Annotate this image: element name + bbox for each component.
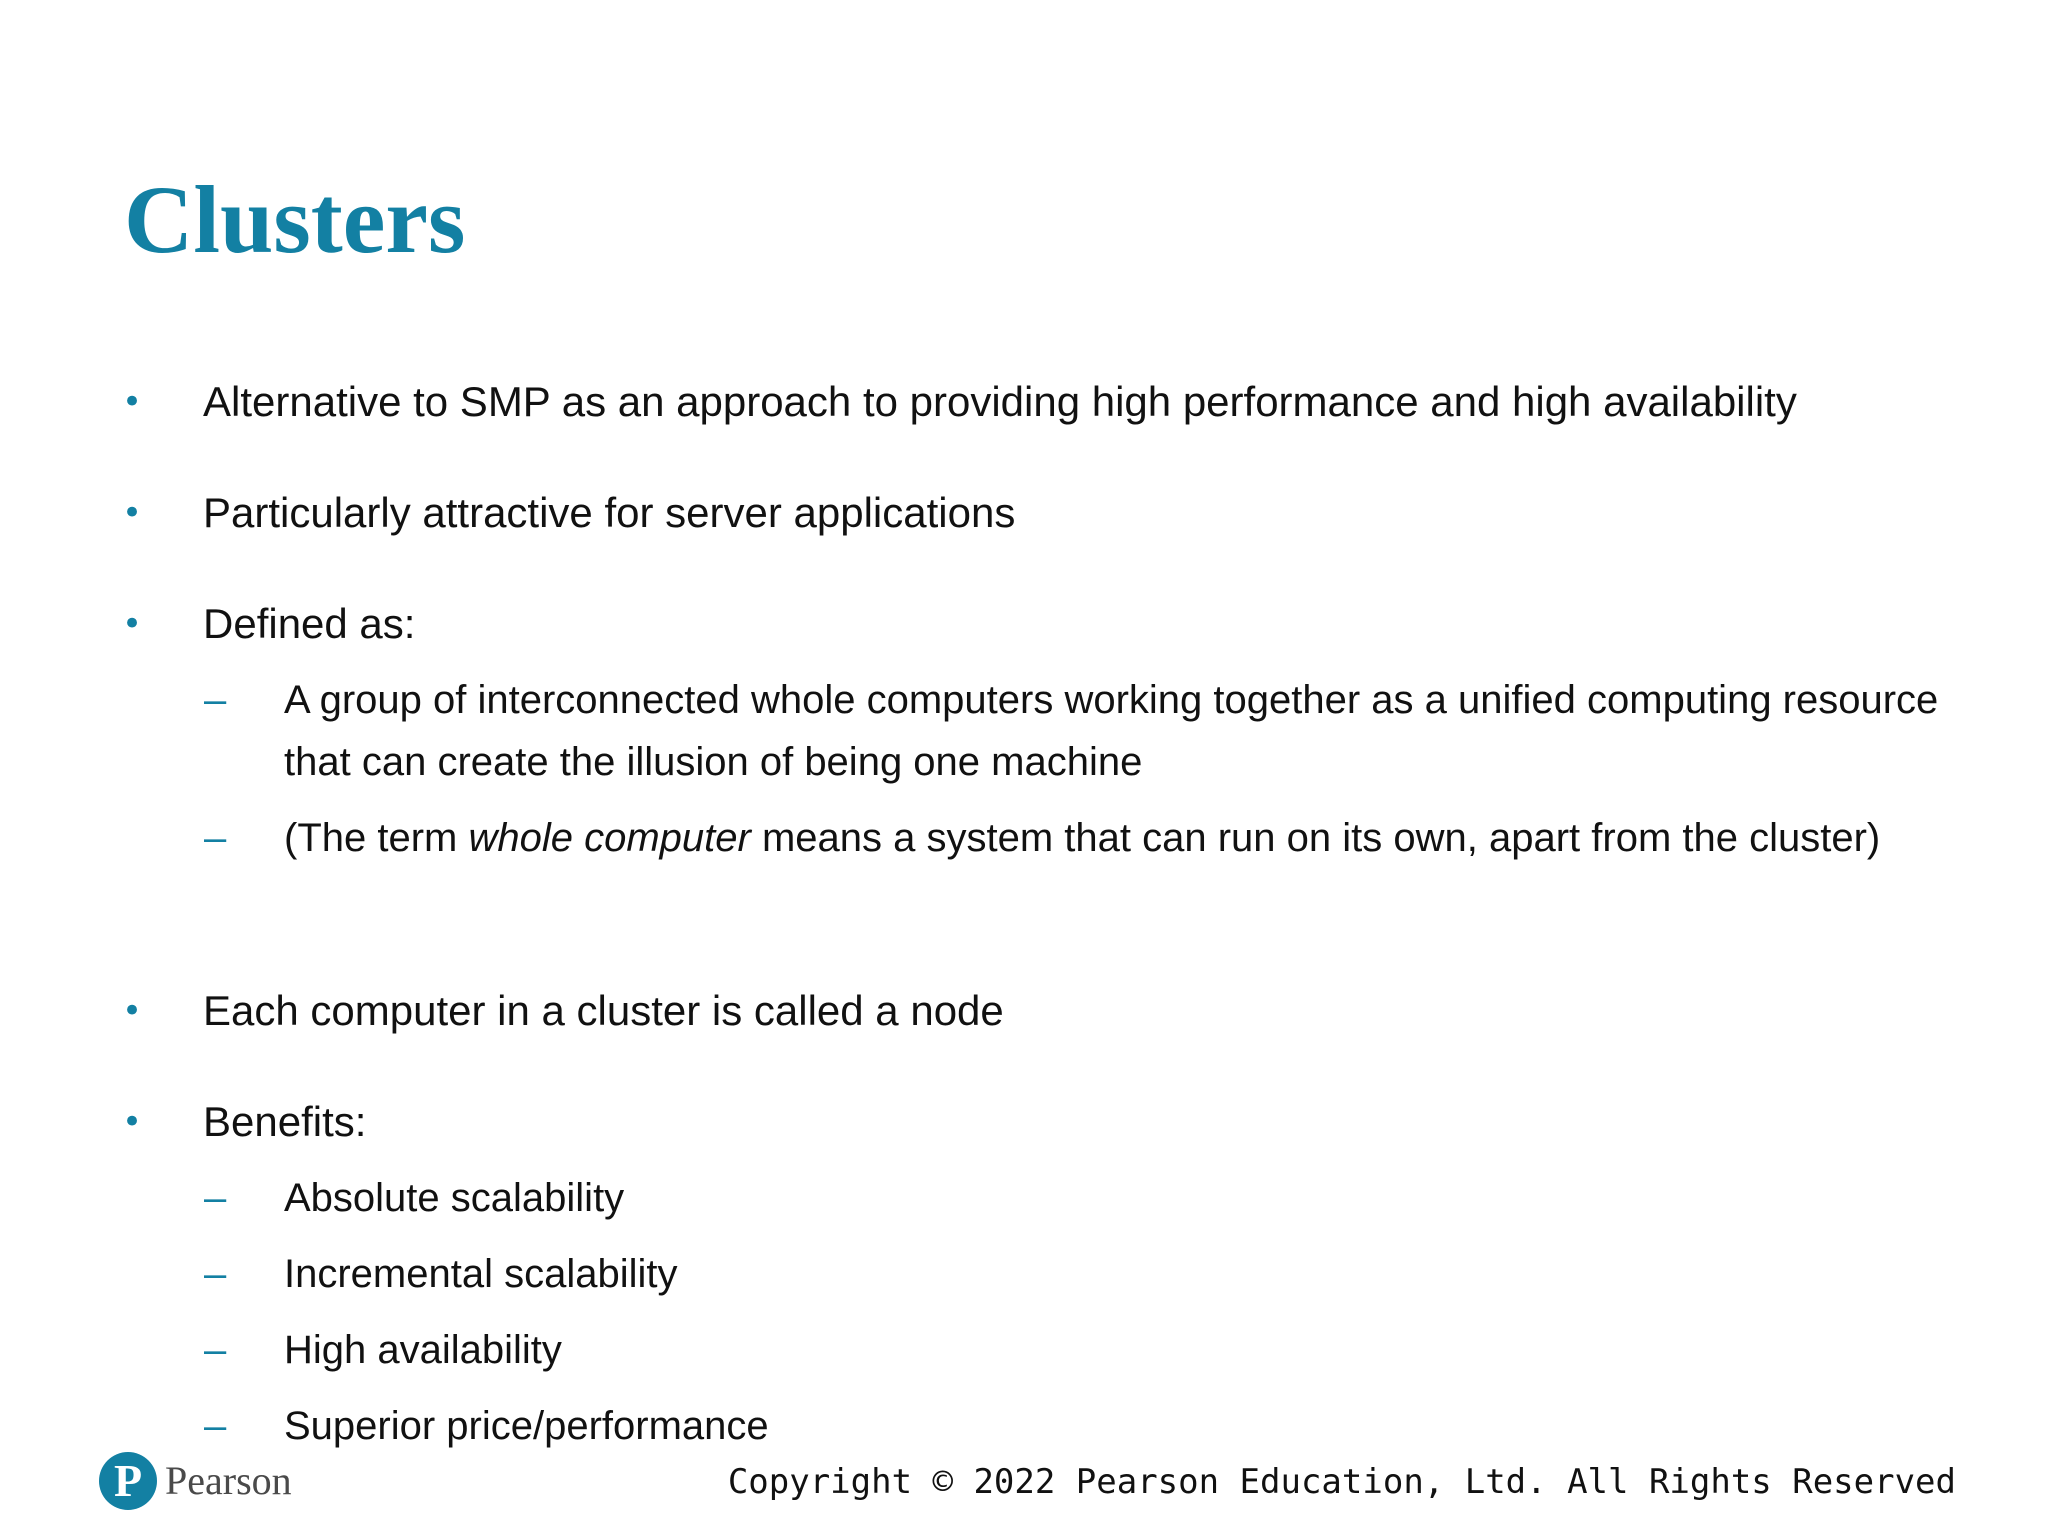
sub-bullet-text-after: means a system that can run on its own, apart from the cluster) — [750, 816, 1881, 860]
sub-bullet-item: Incremental scalability — [284, 1252, 678, 1296]
bullet-marker: • — [122, 991, 143, 1031]
sub-bullet-item: A group of interconnected whole computers working together as a unified computing resource that can create the illusion of being one machine — [284, 678, 1939, 784]
pearson-logo — [99, 1452, 339, 1516]
slide-title: Clusters — [124, 166, 466, 273]
sub-bullet-text-before: (The term — [284, 816, 469, 860]
sub-bullet-marker: – — [204, 1176, 227, 1220]
sub-bullet-marker: – — [204, 1404, 227, 1448]
sub-bullet-item — [284, 807, 1964, 869]
pearson-logo-icon — [99, 1452, 157, 1510]
copyright-notice: Copyright © 2022 Pearson Education, Ltd. All Rights Reserved — [727, 1462, 1956, 1502]
bullet-marker: • — [122, 1102, 143, 1142]
bullet-item: Particularly attractive for server applications — [203, 489, 1016, 536]
logo-wordmark: Pearson — [165, 1458, 292, 1503]
sub-bullet-marker: – — [204, 1328, 227, 1372]
bullet-item: Benefits: — [203, 1098, 367, 1145]
bullet-marker: • — [122, 604, 143, 644]
emphasis-term: whole computer — [468, 816, 751, 860]
bullet-item: Each computer in a cluster is called a node — [203, 987, 1004, 1034]
sub-bullet-marker: – — [204, 816, 227, 860]
bullet-marker: • — [122, 493, 143, 533]
bullet-item: Alternative to SMP as an approach to providing high performance and high availability — [203, 378, 1797, 425]
sub-bullet-item: Absolute scalability — [284, 1176, 625, 1220]
logo-letter: P — [113, 1455, 143, 1506]
sub-bullet-marker: – — [204, 678, 227, 722]
sub-bullet-item: Superior price/performance — [284, 1404, 769, 1448]
bullet-marker: • — [122, 382, 143, 422]
sub-bullet-item: High availability — [284, 1328, 562, 1372]
bullet-item: Defined as: — [203, 600, 416, 647]
sub-bullet-marker: – — [204, 1252, 227, 1296]
